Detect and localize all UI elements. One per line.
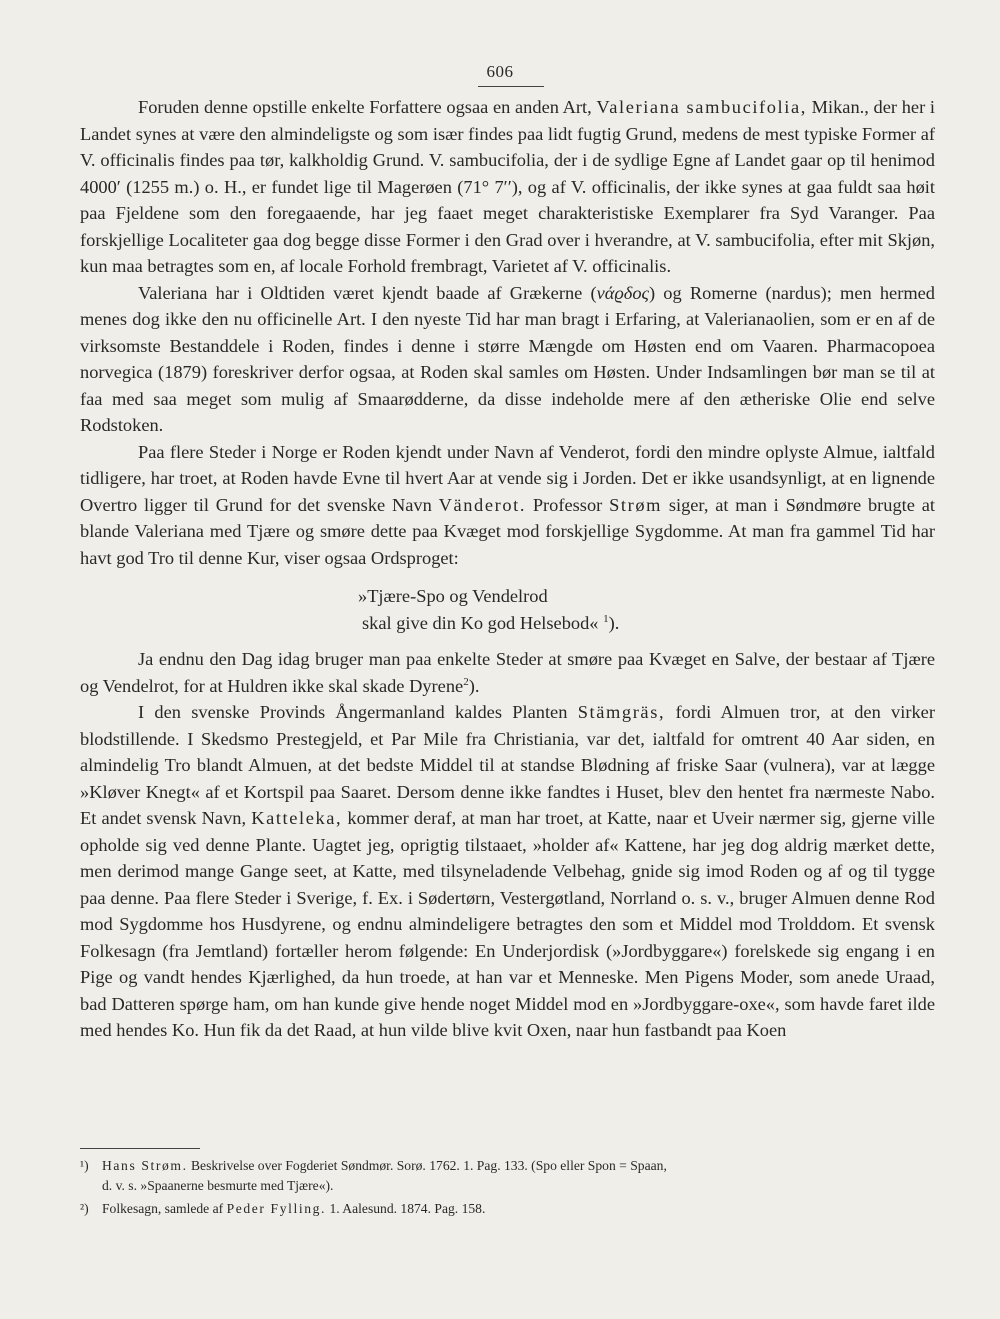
- paragraph-4: Ja endnu den Dag idag bruger man paa enkelte Steder at smøre paa Kvæget en Salve, der bestaar af Tjære og Vendelrot, for at Huldren ikke skal skade Dyrene$^2$).: [80, 649, 935, 696]
- proverb-line-1: »Tjære-Spo og Vendelrod: [358, 586, 548, 606]
- footnote-1-author: Hans Strøm.: [102, 1158, 188, 1173]
- footnote-ref-2: 2: [463, 675, 469, 688]
- spaced-strom: Strøm: [609, 494, 663, 515]
- paragraph-3: Paa flere Steder i Norge er Roden kjendt under Navn af Venderot, fordi den mindre oplyste Almue, ialtfald tidligere, har troet, at Roden havde Evne til hvert Aar at vende sig i Jorden. Det er ikke usandsynligt, at en lignende Overtro ligger til Grund for det svenske Navn Vänderot. Professor Strøm siger, at man i Søndmøre brugte at blande Valeriana med Tjære og smøre dette paa Kvæget mod forskjellige Sygdomme. At man fra gammel Tid har havt god Tro til denne Kur, viser ogsaa Ordsproget:: [80, 441, 935, 568]
- greek-word: νάϱδος: [596, 282, 649, 303]
- spaced-katteleka: Katteleka,: [251, 808, 343, 828]
- proverb: [80, 571, 935, 646]
- footnote-ref-1: 1: [603, 612, 609, 625]
- page-number: 606: [486, 62, 514, 81]
- spaced-valeriana: Valeriana: [596, 97, 681, 117]
- page-number-rule: [478, 86, 544, 87]
- footnotes: [80, 1156, 935, 1223]
- paragraph-1: Foruden denne opstille enkelte Forfattere ogsaa en anden Art, Valeriana sambucifolia, Mikan., der her i Landet synes at være den almindeligste og som især findes paa lidt fugtig Grund, medens de mest typiske Former af V. officinalis findes paa tør, kalkholdig Grund. V. sambucifolia, der i de sydlige Egne af Landet gaar op til henimod 4000′ (1255 m.) o. H., er fundet lige til Magerøen (71° 7′′), og af V. officinalis, der ikke synes at gaa fuldt saa høit paa Fjeldene som den foregaaende, har jeg faaet meget charakteristiske Exemplarer fra Syd Varanger. Paa forskjellige Localiteter gaa dog begge disse Former i den Grad over i hverandre, at V. sambucifolia, efter mit Skjøn, kun maa betragtes som en, af locale Forhold frembragt, Varietet af V. officinalis.: [80, 97, 935, 276]
- spaced-vanderot: Vänderot.: [438, 494, 527, 515]
- paragraph-2: Valeriana har i Oldtiden været kjendt baade af Grækerne (νάϱδος) og Romerne (nardus); men hermed menes dog ikke den nu officinelle Art. I den nyeste Tid har man bragt i Erfaring, at Valerianaolien, som er en af de virksomste Bestanddele i Roden, findes i denne i større Mængde om Høsten end om Vaaren. Pharmacopoea norvegica (1879) foreskriver derfor ogsaa, at Roden skal samles om Høsten. Under Indsamlingen bør man se til at faa med saa meget som mulig af Smaarødderne, da disse indeholde mere af den ætheriske Olie end selve Rodstoken.: [80, 282, 935, 435]
- footnote-rule: [80, 1148, 200, 1149]
- spaced-stamgras: Stämgräs,: [577, 702, 666, 722]
- proverb-line-2: skal give din Ko god Helsebod« $^1$).: [362, 612, 620, 633]
- paragraph-5: I den svenske Provinds Ångermanland kaldes Planten Stämgräs, fordi Almuen tror, at den virker blodstillende. I Skedsmo Prestegjeld, et Par Mile fra Christiania, var det, ialtfald for omtrent 40 Aar siden, en almindelig Tro blandt Almuen, at det bedste Middel til at standse Blødning af friske Saar (vulnera), var at lægge »Kløver Knegt« af et Kortspil paa Saaret. Dersom denne ikke fandtes i Huset, blev den hentet fra nærmeste Nabo. Et andet svensk Navn, Katteleka, kommer deraf, at man har troet, at Katte, naar et Uveir nærmer sig, gjerne ville opholde sig ved denne Plante. Uagtet jeg, oprigtig tilstaaet, »holder af« Kattene, har jeg dog aldrig mærket dette, men derimod mange Gange seet, at Katte, med tilsyneladende Velbehag, gnide sig imod Roden og af og til tygge paa denne. Paa flere Steder i Sverige, f. Ex. i Sødertørn, Vestergøtland, Norrland o. s. v., bruger Almuen denne Rod mod Sygdomme hos Husdyrene, og endnu almindeligere betragtes den som et Middel mod Trolddom. Et svensk Folkesagn (fra Jemtland) fortæller herom følgende: En Underjordisk (»Jordbyggare«) forelskede sig engang i en Pige og vandt hendes Kjærlighed, da hun troede, at han var et Menneske. Men Pigens Moder, som anede Uraad, bad Datteren spørge ham, om han kunde give hende noget Middel mod en »Jordbyggare-oxe«, som havde faret ilde med hendes Ko. Hun fik da det Raad, at hun vilde blive kvit Oxen, naar hun fastbandt paa Koen: [80, 702, 935, 1040]
- footnote-2: ²) Folkesagn, samlede af Peder Fylling. 1. Aalesund. 1874. Pag. 158.: [80, 1201, 486, 1216]
- footnote-2-author: Peder Fylling.: [226, 1201, 327, 1216]
- footnote-1: ¹) Hans Strøm. Beskrivelse over Fogderiet Søndmør. Sorø. 1762. 1. Pag. 133. (Spo eller Spon = Spaan, d. v. s. »Spaanerne besmurte med Tjære«).: [80, 1158, 667, 1193]
- body-text: [80, 94, 935, 1044]
